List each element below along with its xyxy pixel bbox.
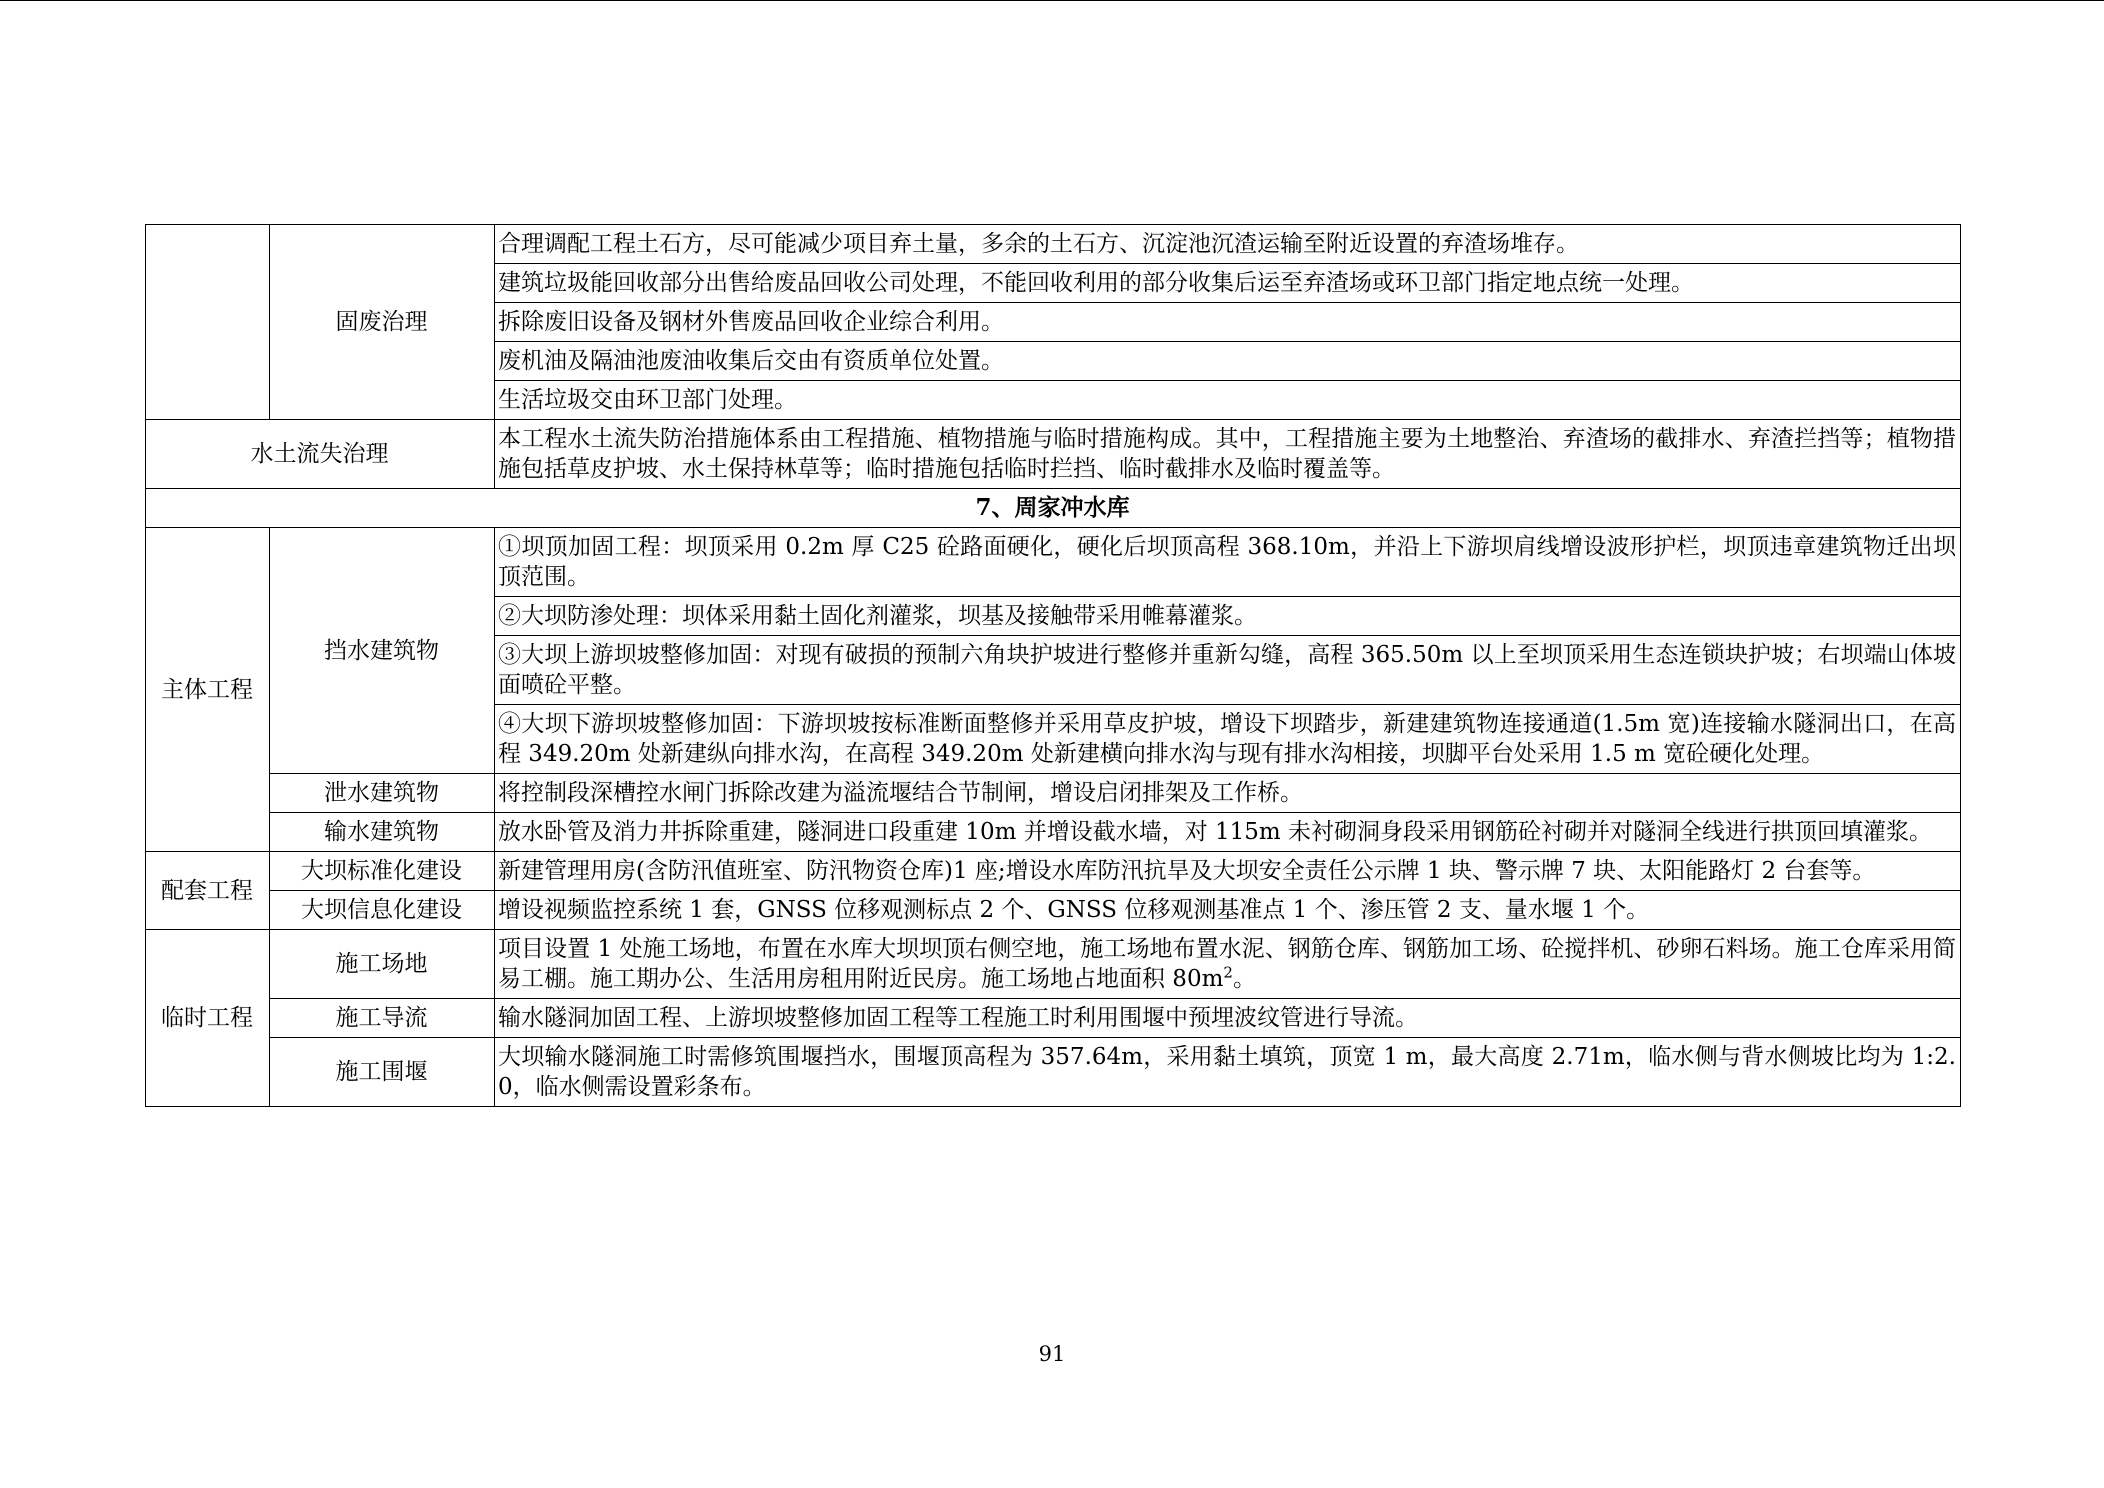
table-row [146,930,1961,999]
page-top-rule [0,0,2104,1]
description-cell: 大坝输水隧洞施工时需修筑围堰挡水，围堰顶高程为 357.64m，采用黏土填筑，顶宽 1 m，最大高度 2.71m，临水侧与背水侧坡比均为 1:2.0，临水侧需设置彩条布。 [495,1038,1961,1107]
category-supporting-works: 配套工程 [146,852,270,930]
description-cell: ④大坝下游坝坡整修加固：下游坝坡按标准断面整修并采用草皮护坡，增设下坝踏步，新建建筑物连接通道(1.5m 宽)连接输水隧洞出口，在高程 349.20m 处新建纵向排水沟，在高程 349.20m 处新建横向排水沟与现有排水沟相接，坝脚平台处采用 1.5 m 宽砼硬化处理。 [495,705,1961,774]
subcategory-conveyance: 输水建筑物 [270,813,495,852]
description-cell: 废机油及隔油池废油收集后交由有资质单位处置。 [495,342,1961,381]
table-row [146,774,1961,813]
page-number: 91 [1038,1342,1066,1366]
category-temporary-works: 临时工程 [146,930,270,1107]
project-content-table [145,224,1961,1107]
description-cell: 放水卧管及消力井拆除重建，隧洞进口段重建 10m 并增设截水墙，对 115m 未衬砌洞身段采用钢筋砼衬砌并对隧洞全线进行拱顶回填灌浆。 [495,813,1961,852]
soil-erosion-label: 水土流失治理 [146,420,495,489]
table-row [146,1038,1961,1107]
description-cell [495,930,1961,999]
table-row [146,891,1961,930]
subcategory-spillway: 泄水建筑物 [270,774,495,813]
area-unit-superscript: 2 [1223,963,1233,982]
description-cell: 合理调配工程土石方，尽可能减少项目弃土量，多余的土石方、沉淀池沉渣运输至附近设置的弃渣场堆存。 [495,225,1961,264]
table-row [146,852,1961,891]
table-row [146,225,1961,264]
description-cell: ②大坝防渗处理：坝体采用黏土固化剂灌浆，坝基及接触带采用帷幕灌浆。 [495,597,1961,636]
description-cell: ①坝顶加固工程：坝顶采用 0.2m 厚 C25 砼路面硬化，硬化后坝顶高程 368.10m，并沿上下游坝肩线增设波形护栏，坝顶违章建筑物迁出坝顶范围。 [495,528,1961,597]
description-cell: 新建管理用房(含防汛值班室、防汛物资仓库)1 座;增设水库防汛抗旱及大坝安全责任公示牌 1 块、警示牌 7 块、太阳能路灯 2 台套等。 [495,852,1961,891]
site-text: 项目设置 1 处施工场地，布置在水库大坝坝顶右侧空地，施工场地布置水泥、钢筋仓库、钢筋加工场、砼搅拌机、砂卵石料场。施工仓库采用简易工棚。施工期办公、生活用房租用附近民房。施工场地占地面积 80m [498,936,1956,992]
table-row [146,999,1961,1038]
subcategory-construction-site: 施工场地 [270,930,495,999]
table-row [146,528,1961,597]
description-cell: 增设视频监控系统 1 套，GNSS 位移观测标点 2 个、GNSS 位移观测基准点 1 个、渗压管 2 支、量水堰 1 个。 [495,891,1961,930]
subcategory-dam-informatization: 大坝信息化建设 [270,891,495,930]
description-cell: 本工程水土流失防治措施体系由工程措施、植物措施与临时措施构成。其中，工程措施主要为土地整治、弃渣场的截排水、弃渣拦挡等；植物措施包括草皮护坡、水土保持林草等；临时措施包括临时拦挡、临时截排水及临时覆盖等。 [495,420,1961,489]
subcategory-cofferdam: 施工围堰 [270,1038,495,1107]
table-row [146,489,1961,528]
subcategory-dam-standardization: 大坝标准化建设 [270,852,495,891]
description-cell: 将控制段深槽控水闸门拆除改建为溢流堰结合节制闸，增设启闭排架及工作桥。 [495,774,1961,813]
description-cell: 建筑垃圾能回收部分出售给废品回收公司处理，不能回收利用的部分收集后运至弃渣场或环卫部门指定地点统一处理。 [495,264,1961,303]
category-main-works: 主体工程 [146,528,270,852]
category-cell-empty [146,225,270,420]
subcategory-retaining-structure: 挡水建筑物 [270,528,495,774]
table-row [146,420,1961,489]
subcategory-diversion: 施工导流 [270,999,495,1038]
section-heading: 7、周家冲水库 [146,489,1961,528]
description-cell: 拆除废旧设备及钢材外售废品回收企业综合利用。 [495,303,1961,342]
site-text-tail: 。 [1232,966,1256,992]
description-cell: 生活垃圾交由环卫部门处理。 [495,381,1961,420]
description-cell: ③大坝上游坝坡整修加固：对现有破损的预制六角块护坡进行整修并重新勾缝，高程 365.50m 以上至坝顶采用生态连锁块护坡；右坝端山体坡面喷砼平整。 [495,636,1961,705]
description-cell: 输水隧洞加固工程、上游坝坡整修加固工程等工程施工时利用围堰中预埋波纹管进行导流。 [495,999,1961,1038]
subcategory-solid-waste: 固废治理 [270,225,495,420]
table-row [146,813,1961,852]
